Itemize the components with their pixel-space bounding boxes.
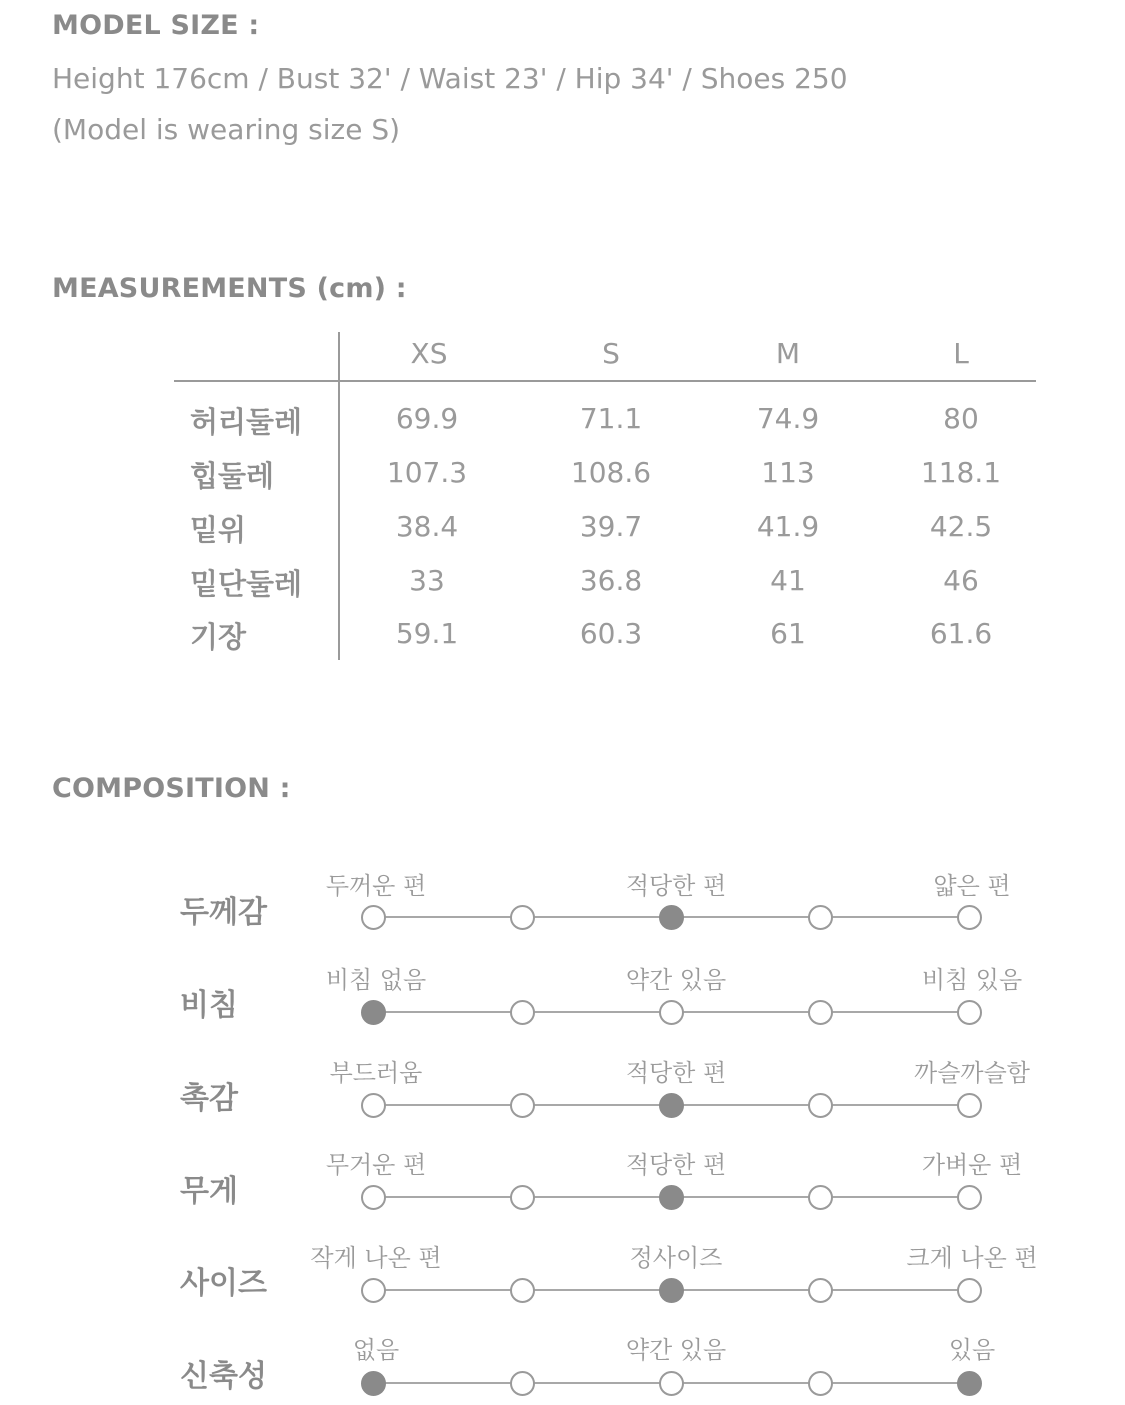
scale-dot <box>510 1000 535 1025</box>
model-size-note: (Model is wearing size S) <box>52 113 401 146</box>
composition-label-weight: 무게 <box>180 1174 238 1209</box>
scale-option-middle: 정사이즈 <box>629 1244 723 1272</box>
scale-dot <box>957 905 982 930</box>
scale-dot <box>957 1000 982 1025</box>
scale-dot <box>361 1278 386 1303</box>
scale-option-left: 없음 <box>352 1336 400 1364</box>
composition-heading: COMPOSITION : <box>52 773 291 804</box>
composition-label-sheerness: 비침 <box>180 988 238 1023</box>
scale-dot-selected <box>361 1371 386 1396</box>
table-cell: 69.9 <box>395 402 459 435</box>
scale-dot <box>957 1093 982 1118</box>
table-cell: 113 <box>761 456 815 489</box>
scale-option-left: 부드러움 <box>329 1059 423 1087</box>
table-cell: 74.9 <box>756 402 820 435</box>
table-cell: 108.6 <box>570 456 652 489</box>
scale-dot <box>808 1093 833 1118</box>
measurements-heading: MEASUREMENTS (cm) : <box>52 273 407 304</box>
table-cell: 80 <box>943 402 979 435</box>
scale-dot <box>957 1278 982 1303</box>
row-label-waist: 허리둘레 <box>190 405 303 439</box>
scale-option-right: 까슬까슬함 <box>914 1059 1030 1087</box>
table-cell: 38.4 <box>395 510 459 543</box>
table-cell: 60.3 <box>579 617 643 650</box>
scale-option-middle: 약간 있음 <box>625 1336 727 1364</box>
table-cell: 118.1 <box>920 456 1002 489</box>
scale-option-left: 두꺼운 편 <box>325 872 427 900</box>
table-cell: 42.5 <box>929 510 993 543</box>
table-cell: 33 <box>409 564 445 597</box>
scale-dot <box>808 1371 833 1396</box>
scale-dot <box>808 905 833 930</box>
scale-dot <box>510 1278 535 1303</box>
table-cell: 41.9 <box>756 510 820 543</box>
scale-option-middle: 약간 있음 <box>625 966 727 994</box>
table-cell: 71.1 <box>579 402 643 435</box>
scale-dot-selected <box>659 905 684 930</box>
scale-option-right: 얇은 편 <box>933 872 1011 900</box>
scale-dot <box>361 1185 386 1210</box>
scale-dot-selected <box>957 1371 982 1396</box>
model-size-heading: MODEL SIZE : <box>52 10 260 41</box>
scale-option-left: 작게 나온 편 <box>310 1244 442 1272</box>
scale-dot <box>510 905 535 930</box>
table-cell: 39.7 <box>579 510 643 543</box>
model-specs: Height 176cm / Bust 32' / Waist 23' / Hip 34' / Shoes 250 <box>52 62 848 95</box>
scale-option-right: 크게 나온 편 <box>906 1244 1038 1272</box>
table-cell: 46 <box>943 564 979 597</box>
scale-dot <box>659 1371 684 1396</box>
table-cell: 41 <box>770 564 806 597</box>
table-cell: 36.8 <box>579 564 643 597</box>
size-header-m: M <box>775 337 801 370</box>
size-header-xs: XS <box>410 337 448 370</box>
scale-dot-selected <box>659 1093 684 1118</box>
scale-option-middle: 적당한 편 <box>625 872 727 900</box>
scale-dot <box>510 1093 535 1118</box>
scale-dot <box>808 1000 833 1025</box>
scale-dot <box>659 1000 684 1025</box>
table-horizontal-divider <box>174 380 1036 382</box>
composition-label-thickness: 두께감 <box>180 895 267 930</box>
table-cell: 61 <box>770 617 806 650</box>
scale-option-right: 비침 있음 <box>921 966 1023 994</box>
row-label-hip: 힙둘레 <box>190 459 275 493</box>
scale-dot <box>510 1371 535 1396</box>
row-label-length: 기장 <box>190 620 247 654</box>
table-cell: 59.1 <box>395 617 459 650</box>
scale-dot <box>957 1185 982 1210</box>
table-cell: 107.3 <box>386 456 468 489</box>
composition-label-sizing: 사이즈 <box>180 1266 267 1301</box>
scale-option-middle: 적당한 편 <box>625 1151 727 1179</box>
scale-dot <box>808 1278 833 1303</box>
row-label-rise: 밑위 <box>190 513 247 547</box>
scale-dot <box>808 1185 833 1210</box>
scale-dot-selected <box>659 1278 684 1303</box>
composition-label-stretch: 신축성 <box>180 1359 267 1394</box>
scale-dot-selected <box>659 1185 684 1210</box>
scale-option-middle: 적당한 편 <box>625 1059 727 1087</box>
size-header-l: L <box>953 337 969 370</box>
table-cell: 61.6 <box>929 617 993 650</box>
row-label-hem: 밑단둘레 <box>190 567 303 601</box>
composition-label-texture: 촉감 <box>180 1081 238 1116</box>
scale-option-right: 가벼운 편 <box>921 1151 1023 1179</box>
scale-dot <box>361 1093 386 1118</box>
scale-option-left: 비침 없음 <box>325 966 427 994</box>
scale-dot <box>361 905 386 930</box>
size-header-s: S <box>602 337 620 370</box>
scale-dot <box>510 1185 535 1210</box>
scale-option-left: 무거운 편 <box>325 1151 427 1179</box>
scale-option-right: 있음 <box>948 1336 996 1364</box>
scale-dot-selected <box>361 1000 386 1025</box>
